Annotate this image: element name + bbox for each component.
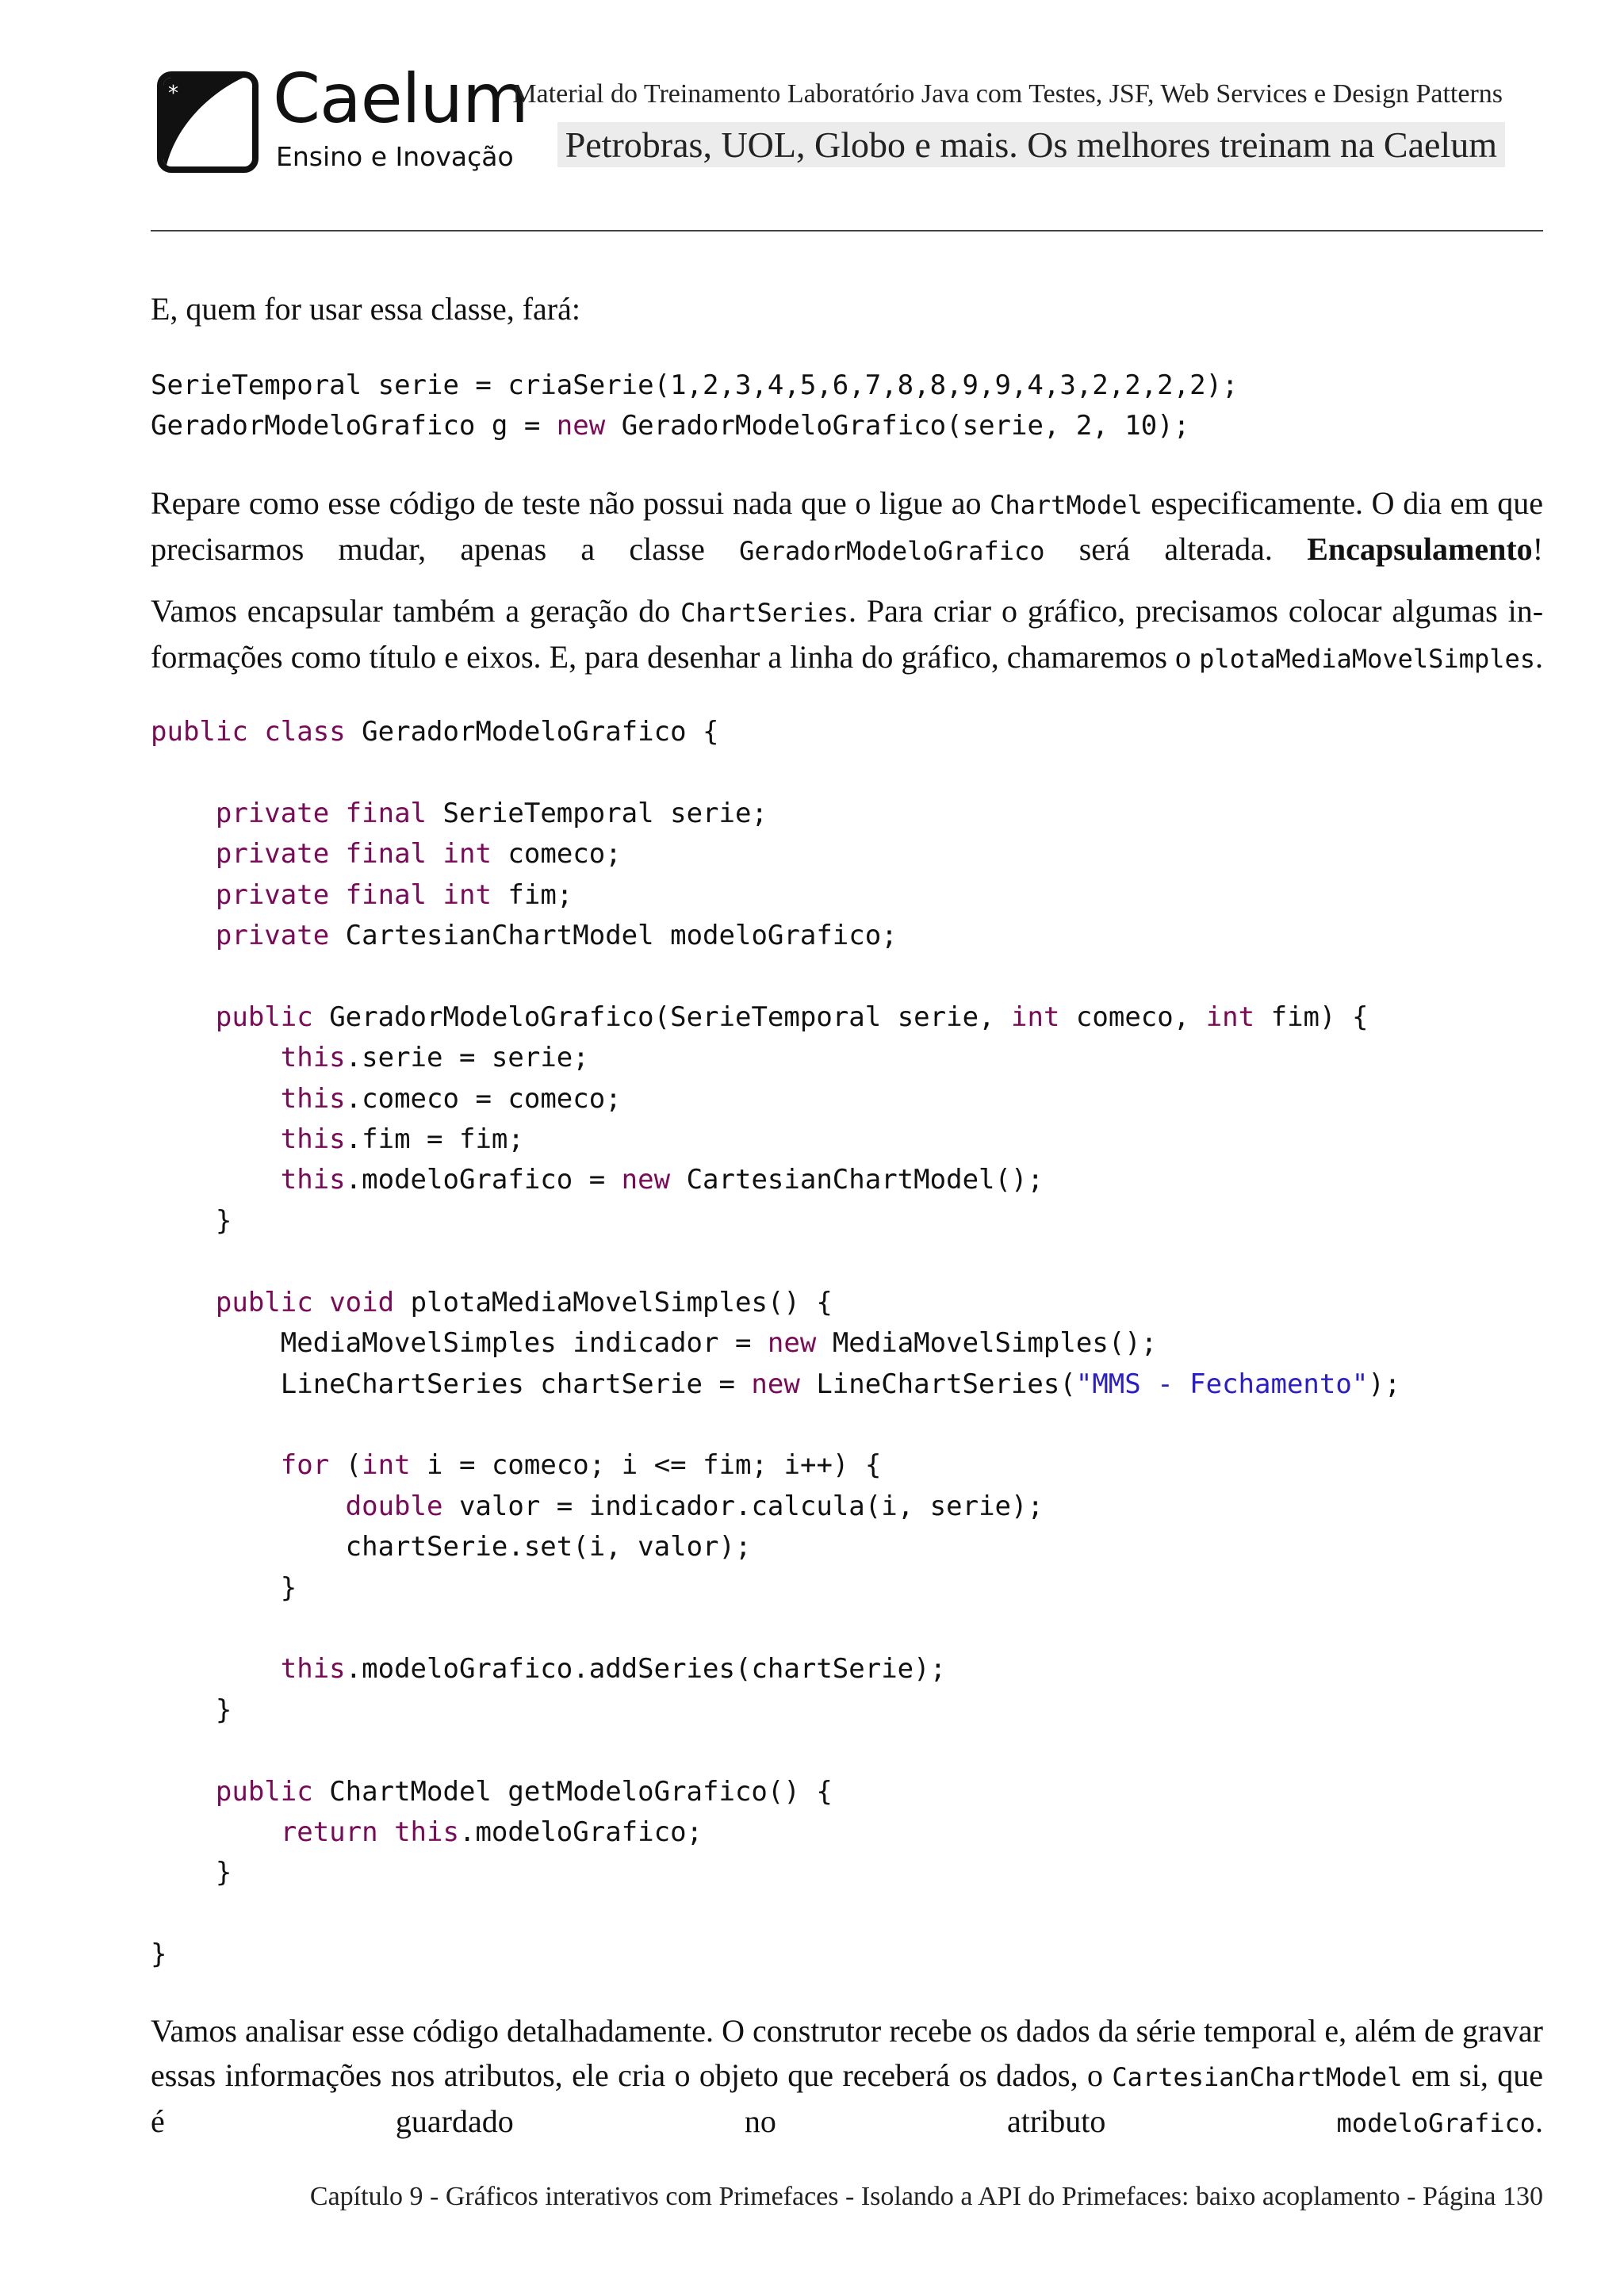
paragraph-line: formações como título e eixos. E, para desenhar a linha do gráfico, chamaremos o plotaMediaMovelSimples.: [151, 639, 1543, 675]
code-line: }: [151, 1693, 232, 1726]
code-line: this.serie = serie;: [280, 1042, 589, 1074]
page-footer: Capítulo 9 - Gráficos interativos com Primefaces - Isolando a API do Primefaces: baixo acoplamento - Página 130: [309, 2182, 1543, 2211]
paragraph-chartseries: [151, 589, 1543, 681]
paragraph-line: Vamos encapsular também a geração do ChartSeries. Para criar o gráfico, precisamos colocar algumas in-: [151, 593, 1544, 629]
header-divider: [151, 230, 1543, 232]
inline-code: plotaMediaMovelSimples: [1199, 644, 1535, 674]
intro-paragraph: E, quem for usar essa classe, fará:: [151, 291, 580, 327]
code-line: }: [151, 1571, 297, 1604]
code-line: this.fim = fim;: [280, 1123, 524, 1156]
code-line: }: [151, 1204, 232, 1237]
code-line: public GeradorModeloGrafico(SerieTemporal serie, int comeco, int fim) {: [215, 1001, 1369, 1033]
inline-code: ChartSeries: [680, 598, 849, 628]
inline-code: modeloGrafico: [1336, 2108, 1535, 2138]
inline-code: ChartModel: [990, 490, 1143, 520]
code-line: this.modeloGrafico.addSeries(chartSerie);: [280, 1653, 947, 1686]
code-line: LineChartSeries chartSerie = new LineChartSeries("MMS - Fechamento");: [280, 1368, 1401, 1400]
bold-term: Encapsulamento: [1307, 531, 1533, 567]
inline-code: CartesianChartModel: [1112, 2062, 1403, 2092]
header-slogan: Petrobras, UOL, Globo e mais. Os melhores treinam na Caelum: [557, 122, 1505, 167]
logo-name: Caelum: [273, 59, 528, 139]
code-line: private final int fim;: [215, 878, 573, 911]
code-line: for (int i = comeco; i <= fim; i++) {: [280, 1449, 882, 1482]
class-code-listing: [151, 712, 1400, 1976]
logo-mark-icon: [157, 71, 259, 173]
usage-code-snippet: [151, 365, 1239, 447]
code-line: this.modeloGrafico = new CartesianChartModel();: [280, 1164, 1044, 1196]
code-line: public ChartModel getModeloGrafico() {: [215, 1775, 833, 1808]
code-line: private CartesianChartModel modeloGrafico;: [215, 920, 898, 952]
caelum-logo: [157, 59, 528, 179]
paragraph-encapsulamento: Repare como esse código de teste não possui nada que o ligue ao ChartModel especificamente. O dia em que precisarmos mudar, apenas a classe GeradorModeloGrafico será alterada. Encapsulamento!: [151, 485, 1544, 567]
code-line: }: [151, 1857, 232, 1889]
code-line: private final int comeco;: [215, 838, 622, 871]
code-line: return this.modeloGrafico;: [280, 1816, 703, 1848]
paragraph-analysis: Vamos analisar esse código detalhadamente. O construtor recebe os dados da série temporal e, além de gravar essas informações nos atributos, ele cria o objeto que receberá os dados, o CartesianChartModel em si, que é guardado no atributo modeloGrafico.: [151, 2013, 1543, 2139]
code-line: MediaMovelSimples indicador = new MediaMovelSimples();: [280, 1327, 1158, 1360]
code-line: chartSerie.set(i, valor);: [345, 1531, 752, 1563]
code-line: }: [151, 1938, 167, 1971]
svg-text:*: *: [168, 82, 178, 105]
code-line: double valor = indicador.calcula(i, serie);: [345, 1490, 1044, 1522]
code-line: public class GeradorModeloGrafico {: [151, 716, 719, 748]
inline-code: GeradorModeloGrafico: [739, 536, 1045, 566]
code-line: this.comeco = comeco;: [280, 1082, 622, 1115]
code-line: public void plotaMediaMovelSimples() {: [215, 1286, 833, 1318]
code-line: private final SerieTemporal serie;: [215, 797, 768, 829]
header-material-title: Material do Treinamento Laboratório Java com Testes, JSF, Web Services e Design Patterns: [512, 79, 1503, 109]
logo-tagline: Ensino e Inovação: [276, 141, 514, 172]
code-line: GeradorModeloGrafico g = new GeradorModeloGrafico(serie, 2, 10);: [151, 410, 1190, 442]
code-line: SerieTemporal serie = criaSerie(1,2,3,4,5,6,7,8,8,9,9,4,3,2,2,2,2);: [151, 369, 1239, 401]
